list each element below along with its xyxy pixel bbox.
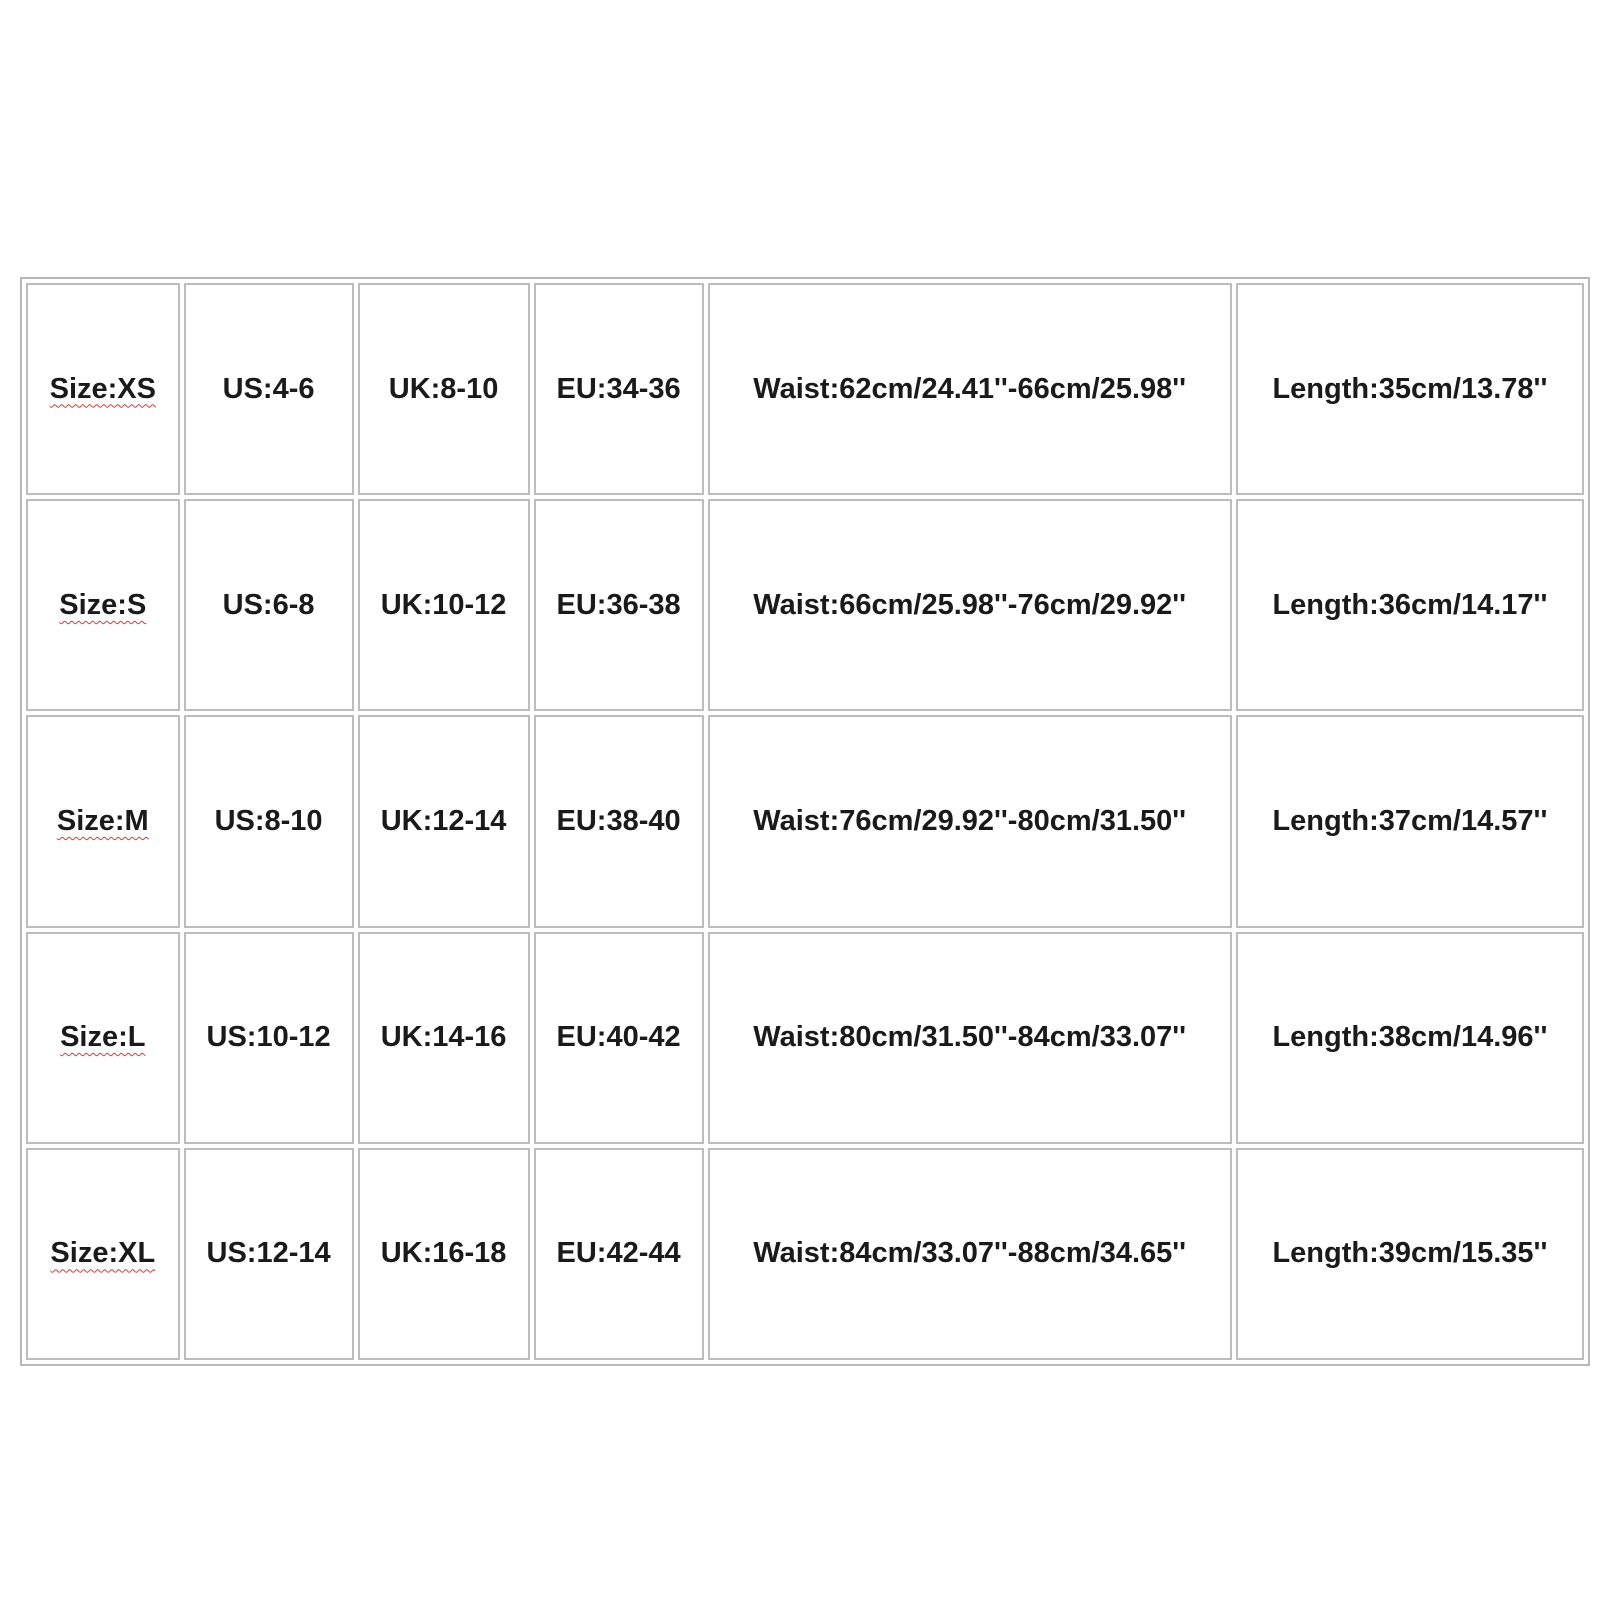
us-size-cell: US:12-14 (184, 1148, 354, 1360)
us-size-cell: US:8-10 (184, 715, 354, 927)
size-chart-table (20, 277, 1590, 1366)
size-label-cell (26, 715, 180, 927)
size-label-cell (26, 499, 180, 711)
us-size-cell: US:10-12 (184, 932, 354, 1144)
size-label: Size:L (60, 1021, 146, 1054)
uk-size-cell: UK:8-10 (358, 283, 530, 495)
waist-cell: Waist:76cm/29.92''-80cm/31.50'' (708, 715, 1232, 927)
size-label: Size:XL (50, 1237, 156, 1270)
waist-cell: Waist:62cm/24.41''-66cm/25.98'' (708, 283, 1232, 495)
waist-cell: Waist:66cm/25.98''-76cm/29.92'' (708, 499, 1232, 711)
eu-size-cell: EU:34-36 (534, 283, 704, 495)
table-row (26, 499, 1584, 711)
size-label: Size:XS (49, 372, 156, 405)
size-label-cell (26, 1148, 180, 1360)
size-label: Size:S (59, 588, 147, 621)
eu-size-cell: EU:36-38 (534, 499, 704, 711)
size-label-cell (26, 932, 180, 1144)
length-cell: Length:39cm/15.35'' (1236, 1148, 1584, 1360)
eu-size-cell: EU:40-42 (534, 932, 704, 1144)
length-cell: Length:35cm/13.78'' (1236, 283, 1584, 495)
size-label-cell (26, 283, 180, 495)
waist-cell: Waist:84cm/33.07''-88cm/34.65'' (708, 1148, 1232, 1360)
table-row (26, 715, 1584, 927)
uk-size-cell: UK:16-18 (358, 1148, 530, 1360)
length-cell: Length:36cm/14.17'' (1236, 499, 1584, 711)
eu-size-cell: EU:38-40 (534, 715, 704, 927)
waist-cell: Waist:80cm/31.50''-84cm/33.07'' (708, 932, 1232, 1144)
uk-size-cell: UK:10-12 (358, 499, 530, 711)
us-size-cell: US:6-8 (184, 499, 354, 711)
length-cell: Length:37cm/14.57'' (1236, 715, 1584, 927)
table-row (26, 283, 1584, 495)
size-label: Size:M (56, 804, 149, 837)
table-row (26, 1148, 1584, 1360)
eu-size-cell: EU:42-44 (534, 1148, 704, 1360)
us-size-cell: US:4-6 (184, 283, 354, 495)
uk-size-cell: UK:12-14 (358, 715, 530, 927)
uk-size-cell: UK:14-16 (358, 932, 530, 1144)
length-cell: Length:38cm/14.96'' (1236, 932, 1584, 1144)
table-row (26, 932, 1584, 1144)
